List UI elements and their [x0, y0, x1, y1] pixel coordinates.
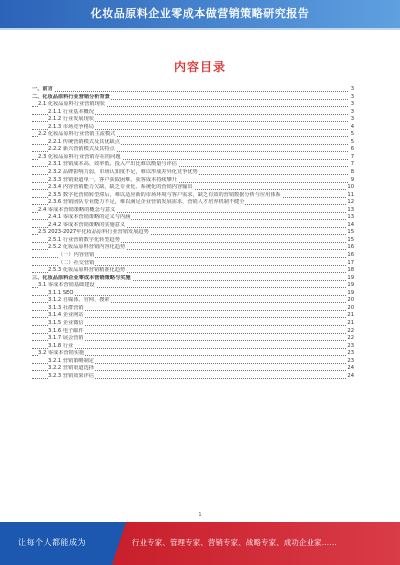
toc-entry[interactable] — [32, 207, 354, 215]
toc-entry-title: 3.2 零成本营销实施 — [38, 350, 85, 357]
toc-entry-page: 3 — [350, 101, 354, 108]
toc-entry[interactable] — [32, 101, 354, 109]
toc-entry[interactable] — [32, 282, 354, 290]
toc-entry-page: 5 — [350, 131, 354, 138]
toc-entry-title: 2.3.3 营销渠道单一，客户获取困难，获客成本持续攀升 — [48, 176, 177, 183]
toc-entry-page: 3 — [350, 93, 354, 100]
toc-entry-title: 3.2.3 营销效果评估 — [48, 372, 94, 379]
toc-entry[interactable] — [32, 229, 354, 237]
toc-entry[interactable] — [32, 124, 354, 132]
toc-entry-page: 3 — [350, 86, 354, 92]
toc-entry-page: 19 — [347, 289, 354, 296]
toc-entry[interactable] — [32, 169, 354, 177]
toc-entry[interactable] — [32, 358, 354, 366]
toc-entry-title: 2.5.1 行业营销数字化转型趋势 — [48, 236, 120, 243]
toc-entry-page: 23 — [347, 350, 354, 357]
toc-entry[interactable] — [32, 350, 354, 358]
toc-entry-title: 三、化妆品原料企业零成本营销策略与实施 — [32, 274, 131, 281]
toc-entry-page: 22 — [347, 327, 354, 334]
toc-entry-title: 2.3.4 内容营销能力欠缺，缺乏专业化、系统化的营销内容输出 — [48, 184, 193, 191]
page-number: 1 — [198, 512, 202, 518]
toc-entry-title: 2.5.2 化妆品原料营销内容化趋势 — [48, 244, 126, 251]
toc-entry-title: 3.1.5 企业微信 — [48, 319, 84, 326]
toc-entry[interactable] — [32, 116, 354, 124]
toc-entry-title: （二）社交营销 — [58, 259, 95, 266]
toc-entry-page: 5 — [350, 138, 354, 145]
toc-entry[interactable] — [32, 297, 354, 305]
toc-entry-title: （一）内容营销 — [58, 252, 95, 259]
toc-entry[interactable] — [32, 109, 354, 117]
toc-entry[interactable] — [32, 260, 354, 268]
toc-entry[interactable] — [32, 252, 354, 260]
toc-entry-title: 3.1.2 自媒体、官网、搜索 — [48, 297, 110, 304]
toc-entry-title: 2.2 化妆品原料行业营销主流模式 — [38, 131, 116, 138]
toc-entry[interactable] — [32, 184, 354, 192]
toc-entry[interactable] — [32, 139, 354, 147]
toc-leader-dots — [32, 295, 348, 296]
toc-entry[interactable] — [32, 86, 354, 94]
toc-entry[interactable] — [32, 365, 354, 373]
table-of-contents — [32, 86, 354, 380]
toc-entry-title: 2.4 零成本营销策略的概念与意义 — [38, 206, 116, 213]
toc-entry[interactable] — [32, 177, 354, 185]
toc-entry-title: 3.1.6 电子邮件 — [48, 327, 84, 334]
header-divider — [0, 28, 400, 30]
toc-entry-title: 一、前言 — [32, 86, 53, 92]
toc-entry-page: 21 — [347, 312, 354, 319]
toc-entry[interactable] — [32, 199, 354, 207]
toc-entry-page: 19 — [347, 274, 354, 281]
toc-leader-dots — [32, 348, 348, 349]
report-title: 化妆品原料企业零成本做营销策略研究报告 — [90, 7, 310, 20]
toc-entry-title: 3.1.7 展会营销 — [48, 335, 84, 342]
toc-entry[interactable] — [32, 192, 354, 200]
toc-entry-page: 15 — [347, 236, 354, 243]
toc-entry-title: 2.3.5 数字化营销转型滞后，难以适应新的市场环境与客户需求，缺乏有效的营销数据分析与应用体系 — [48, 191, 281, 198]
toc-heading: 内容目录 — [173, 60, 226, 74]
toc-entry-title: 3.1.4 企业网站 — [48, 312, 84, 319]
toc-entry-title: 2.5 2023-2027年化妆品原料行业营销发展趋势 — [38, 229, 149, 236]
toc-entry-title: 2.3.2 品牌影响力弱，市场认知度不足，难以形成差异化竞争优势 — [48, 169, 198, 176]
toc-entry[interactable] — [32, 305, 354, 313]
toc-entry-title: 2.3.6 营销团队专业能力不足，难以满足企业营销发展需求，营销人才培养机制不健全 — [48, 199, 245, 206]
toc-entry[interactable] — [32, 131, 354, 139]
toc-entry[interactable] — [32, 320, 354, 328]
toc-entry-page: 17 — [347, 259, 354, 266]
toc-entry-title: 2.3.1 营销成本高、效率低，投入产出比难以衡量与评估 — [48, 161, 177, 168]
toc-entry-page: 3 — [350, 108, 354, 115]
toc-entry[interactable] — [32, 244, 354, 252]
toc-entry-page: 7 — [350, 153, 354, 160]
toc-entry-page: 10 — [347, 184, 354, 191]
toc-entry-page: 16 — [347, 252, 354, 259]
toc-entry-title: 二、化妆品原料行业营销分析背景 — [32, 93, 110, 100]
toc-entry-page: 3 — [350, 116, 354, 123]
toc-entry-page: 6 — [350, 146, 354, 153]
toc-entry-page: 8 — [350, 169, 354, 176]
toc-entry-title: 3.1 零成本营销基础建设 — [38, 282, 95, 289]
toc-entry[interactable] — [32, 328, 354, 336]
toc-entry-page: 20 — [347, 297, 354, 304]
toc-entry-page: 16 — [347, 244, 354, 251]
toc-entry-page: 20 — [347, 304, 354, 311]
toc-entry-page: 21 — [347, 319, 354, 326]
toc-entry-page: 24 — [347, 365, 354, 372]
toc-leader-dots — [32, 91, 348, 92]
toc-entry[interactable] — [32, 275, 354, 283]
toc-entry-title: 2.2.2 新兴营销模式及其特点 — [48, 146, 115, 153]
toc-entry[interactable] — [32, 290, 354, 298]
toc-entry-page: 19 — [347, 282, 354, 289]
toc-entry[interactable] — [32, 154, 354, 162]
toc-entry-title: 3.1.1 SEO — [48, 289, 74, 296]
toc-entry[interactable] — [32, 146, 354, 154]
toc-entry-page: 14 — [347, 221, 354, 228]
toc-entry-title: 3.2.2 营销渠道选择 — [48, 365, 94, 372]
toc-entry-title: 2.3 化妆品原料行业营销存在的问题 — [38, 153, 121, 160]
toc-entry[interactable] — [32, 335, 354, 343]
toc-entry[interactable] — [32, 343, 354, 351]
toc-entry-title: 2.1 化妆品原料行业营销现状 — [38, 101, 105, 108]
toc-entry-title: 2.1.2 行业发展现状 — [48, 116, 94, 123]
toc-entry[interactable] — [32, 237, 354, 245]
toc-entry-page: 24 — [347, 372, 354, 379]
footer-slogan: 让每个人都能成为 — [18, 538, 86, 547]
toc-entry-title: 2.4.1 零成本营销策略的定义与内涵 — [48, 214, 131, 221]
toc-entry-title: 2.1.3 市场竞争格局 — [48, 123, 94, 130]
toc-entry-page: 7 — [350, 161, 354, 168]
toc-entry-page: 23 — [347, 342, 354, 349]
toc-entry[interactable] — [32, 214, 354, 222]
toc-entry-title: 2.2.1 传统营销模式及其优缺点 — [48, 138, 120, 145]
toc-entry[interactable] — [32, 312, 354, 320]
toc-entry-title: 2.5.3 化妆品原料营销精准化趋势 — [48, 267, 126, 274]
toc-entry-page: 13 — [347, 214, 354, 221]
footer-tags: 行业专家、管理专家、营销专家、战略专家、成功企业家…… — [132, 538, 337, 547]
toc-entry-title: 3.2.1 营销策略制定 — [48, 357, 94, 364]
toc-entry-title: 2.4.2 零成本营销策略的实施意义 — [48, 221, 126, 228]
toc-entry-page: 15 — [347, 229, 354, 236]
header-bar — [0, 0, 400, 28]
toc-entry-page: 4 — [350, 123, 354, 130]
toc-entry-title: 2.1.1 行业基本概况 — [48, 108, 94, 115]
toc-entry-page: 9 — [350, 176, 354, 183]
toc-entry[interactable] — [32, 267, 354, 275]
toc-entry-page: 12 — [347, 199, 354, 206]
toc-entry-title: 3.1.3 社群营销 — [48, 304, 84, 311]
toc-entry[interactable] — [32, 94, 354, 102]
toc-entry-title: 3.1.8 行业 — [48, 342, 74, 349]
toc-entry-page: 18 — [347, 267, 354, 274]
toc-entry-page: 13 — [347, 206, 354, 213]
toc-entry[interactable] — [32, 222, 354, 230]
toc-entry[interactable] — [32, 373, 354, 381]
toc-entry-page: 22 — [347, 335, 354, 342]
toc-entry-page: 23 — [347, 357, 354, 364]
toc-entry[interactable] — [32, 161, 354, 169]
toc-entry-page: 11 — [347, 191, 354, 198]
footer-bar — [0, 522, 400, 565]
